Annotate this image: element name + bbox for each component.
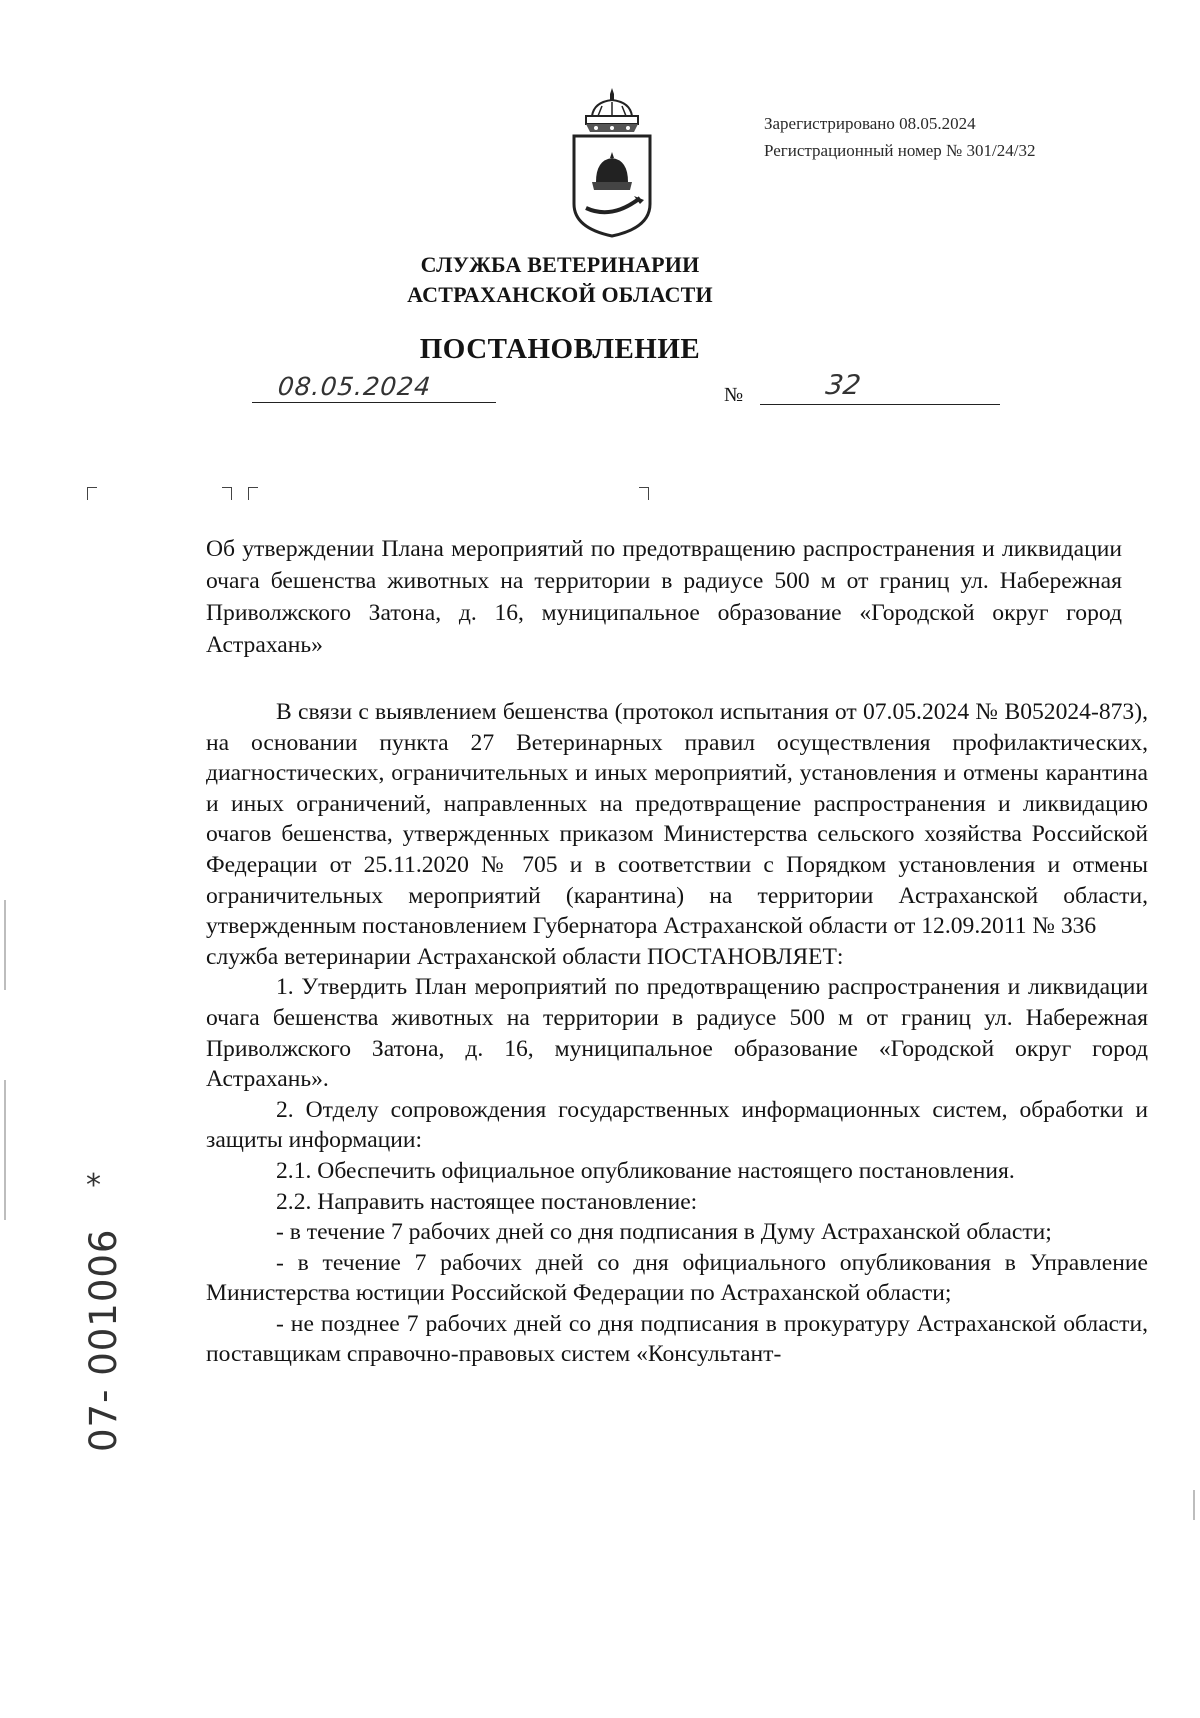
margin-mark: *: [86, 1168, 101, 1203]
bracket-corner: [87, 487, 97, 500]
number-underline: [760, 404, 1000, 405]
bullet-1: - в течение 7 рабочих дней со дня подписания в Думу Астраханской области;: [276, 1219, 1052, 1246]
paragraph-2-2: 2.2. Направить настоящее постановление:: [276, 1188, 698, 1215]
bullet-2: - в течение 7 рабочих дней со дня официального опубликования в Управление Министерства юстиции Российской Федерации по Астраханской области;: [206, 1249, 1148, 1307]
paragraph-2: 2. Отделу сопровождения государственных информационных систем, обработки и защиты информации:: [206, 1096, 1148, 1154]
number-sign: №: [724, 384, 744, 406]
paragraph-2-1: 2.1. Обеспечить официальное опубликование настоящего постановления.: [276, 1157, 1015, 1184]
bracket-corner: [639, 487, 649, 500]
handwritten-number: 32: [823, 370, 863, 401]
margin-stamp-number: 07- 001006: [82, 1228, 125, 1452]
document-subject: [206, 533, 1122, 661]
scan-edge-mark: [4, 1080, 6, 1220]
subject-text: Об утверждении Плана мероприятий по предотвращению распространения и ликвидации очага бешенства животных на территории в радиусе 500 м от границ ул. Набережная Приволжского Затона, д. 16, муниципальное образование «Городской округ город Астрахань»: [206, 536, 1122, 658]
bullet-3: - не позднее 7 рабочих дней со дня подписания в прокуратуру Астраханской области, поставщикам справочно-правовых систем «Консультант-: [206, 1310, 1148, 1368]
bracket-corner: [222, 487, 232, 500]
document-type: ПОСТАНОВЛЕНИЕ: [419, 333, 701, 365]
registration-number: Регистрационный номер № 301/24/32: [764, 141, 1036, 160]
scan-edge-mark: [1193, 1490, 1195, 1520]
handwritten-date: 08.05.2024: [276, 372, 433, 401]
registration-date: Зарегистрировано 08.05.2024: [764, 114, 976, 133]
org-line-1: СЛУЖБА ВЕТЕРИНАРИИ: [420, 252, 700, 277]
date-underline: [252, 402, 496, 403]
resolves-line: служба ветеринарии Астраханской области ПОСТАНОВЛЯЕТ:: [206, 943, 844, 970]
document-body: [206, 697, 1148, 1370]
astrakhan-coat-of-arms-icon: [568, 86, 656, 238]
org-line-2: АСТРАХАНСКОЙ ОБЛАСТИ: [407, 282, 713, 307]
bracket-corner: [248, 487, 258, 500]
paragraph-1: 1. Утвердить План мероприятий по предотвращению распространения и ликвидации очага бешенства животных на территории в радиусе 500 м от границ ул. Набережная Приволжского Затона, д. 16, муниципальное образование «Городской округ город Астрахань».: [206, 974, 1148, 1093]
registration-stamp: [764, 110, 1035, 164]
organization-name: [0, 250, 1120, 310]
scan-edge-mark: [4, 900, 6, 990]
preamble-paragraph: В связи с выявлением бешенства (протокол испытания от 07.05.2024 № В052024-873), на основании пункта 27 Ветеринарных правил осуществления профилактических, диагностических, ограничительных и иных мероприятий, установления и отмены карантина и иных ограничений, направленных на предотвращение распространения и ликвидацию очагов бешенства, утвержденных приказом Министерства сельского хозяйства Российской Федерации от 25.11.2020 № 705 и в соответствии с Порядком установления и отмены ограничительных мероприятий (карантина) на территории Астраханской области, утвержденным постановлением Губернатора Астраханской области от 12.09.2011 № 336: [206, 699, 1148, 940]
